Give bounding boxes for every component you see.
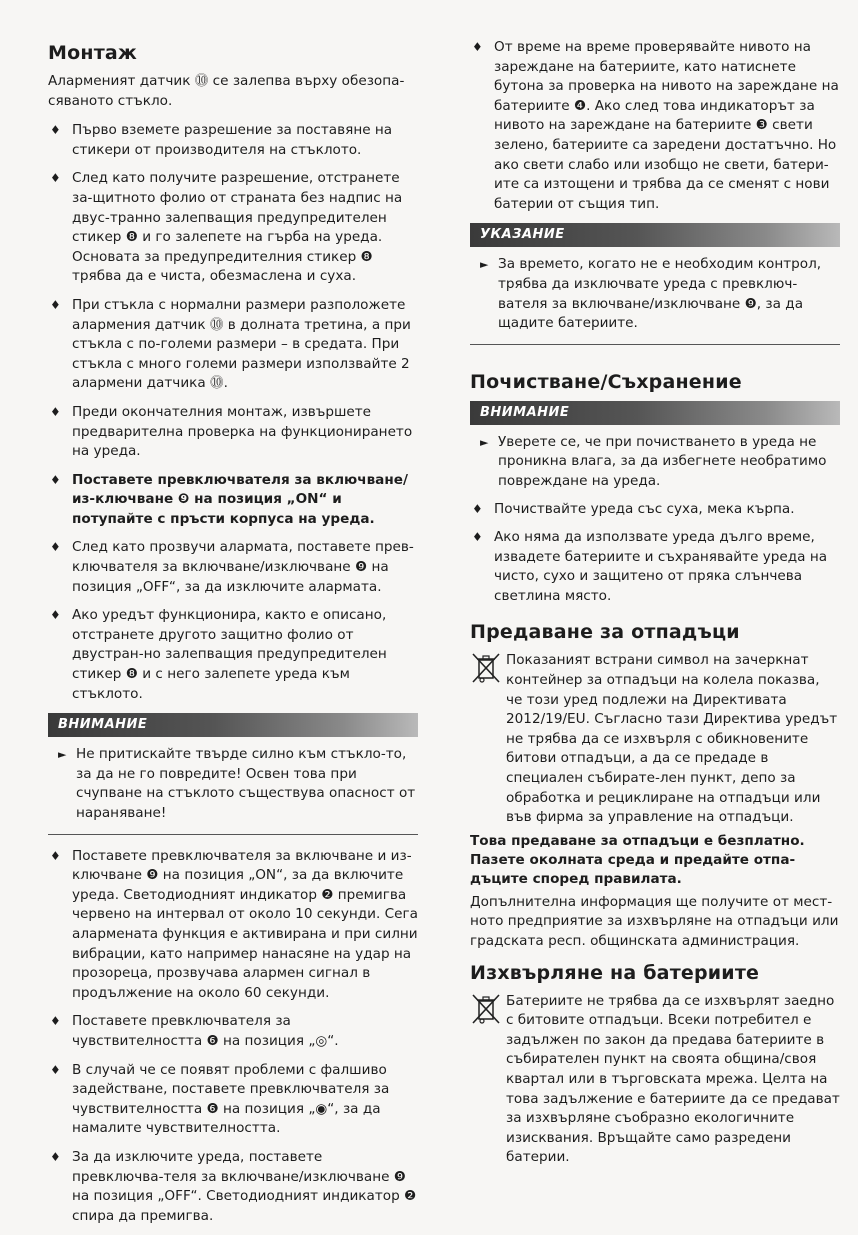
diamond-bullet-icon: ♦ xyxy=(50,608,61,623)
list-item xyxy=(48,745,418,823)
list-item-text: За да изключите уреда, поставете превключва-теля за включване/изключване ❾ на позиция „OFF“. Светодиодният индикатор ❷ спира да премигва. xyxy=(72,1148,417,1224)
diamond-bullet-icon: ♦ xyxy=(50,540,61,555)
mounting-intro: Алармeният датчик ⓾ се залепва върху обезопа-сяваното стъкло. xyxy=(48,73,405,109)
diamond-bullet-icon: ♦ xyxy=(50,848,61,863)
waste-section xyxy=(470,651,840,827)
right-column xyxy=(470,38,840,1168)
list-item xyxy=(48,121,418,160)
operation-steps xyxy=(48,847,418,1227)
battery-disposal-section xyxy=(470,992,840,1168)
note-label: УКАЗАНИЕ xyxy=(470,223,840,247)
battery-disposal-heading: Изхвърляне на батериите xyxy=(470,961,760,984)
cleaning-heading: Почистване/Съхранение xyxy=(470,370,742,393)
list-item-text: При стъкла с нормални размери разположете алармения датчик ⓾ в долната третина, а при стъкла с по-големи размери – в средата. При стъкла с много големи размери използвайте 2 алармени датчика ⓾. xyxy=(72,296,411,392)
list-item-text: Първо вземете разрешение за поставяне на стикери от производителя на стъклото. xyxy=(72,122,393,158)
waste-more-info: Допълнителна информация ще получите от мест-ното предприятие за изхвърляне на отпадъци или градската респ. общинската администрация. xyxy=(470,893,839,949)
arrow-bullet-icon: ► xyxy=(480,258,489,272)
list-item xyxy=(48,1012,418,1051)
waste-heading: Предаване за отпадъци xyxy=(470,621,740,644)
list-item-text: Поставете превключвателя за чувствителността ❻ на позиция „◎“. xyxy=(72,1013,339,1049)
diamond-bullet-icon: ♦ xyxy=(50,171,61,186)
crossed-bin-icon xyxy=(470,992,502,1030)
warning-list xyxy=(48,745,418,823)
diamond-bullet-icon: ♦ xyxy=(472,530,483,545)
battery-check-list xyxy=(470,38,840,214)
diamond-bullet-icon: ♦ xyxy=(50,1062,61,1077)
list-item-text: След като получите разрешение, отстранете за-щитното фолио от страната без надпис на двус-транно залепващия предупредителен стикер ❽ и го залепете на гърба на уреда. Основата за предупредителния стикер ❽ трябва да е чиста, обезмаслена и суха. xyxy=(72,170,403,285)
list-item-text: Преди окончателния монтаж, извършете предварителна проверка на функционирането на уреда. xyxy=(72,403,413,460)
list-item-text: Почиствайте уреда със суха, мека кърпа. xyxy=(494,500,795,517)
list-item-text: След като прозвучи алармата, поставете прев-ключвателя за включване/изключване ❾ на позиция „OFF“, за да изключите алармата. xyxy=(72,539,414,595)
left-column xyxy=(48,42,418,1235)
list-item-text: Ако няма да използвате уреда дълго време, извадете батериите и съхранявайте уреда на чисто, сухо и защитено от пряка слънчева светлина място. xyxy=(494,529,828,604)
list-item-text: В случай че се появят проблеми с фалшиво задействане, поставете превключвателя за чувствителността ❻ на позиция „◉“, за да намалите чувствителността. xyxy=(72,1061,390,1137)
note-text: За времето, когато не е необходим контрол, трябва да изключвате уреда с превключ-вателя за включване/изключване ❾, за да щадите батериите. xyxy=(498,256,822,332)
list-item-text: Ако уредът функционира, както е описано, отстранете другото защитно фолио от двустран-но залепващия предупредителен стикер ❽ и с него залепете уреда към стъклото. xyxy=(72,607,387,702)
list-item xyxy=(48,606,418,704)
diamond-bullet-icon: ♦ xyxy=(50,404,61,419)
list-item xyxy=(470,38,840,214)
waste-bold-text: Това предаване за отпадъци е безплатно. Пазете околната среда и предайте отпа-дъците според правилата. xyxy=(470,832,805,887)
waste-text: Показаният встрани символ на зачеркнат контейнер за отпадъци на колела показва, че този уред подлежи на Директивата 2012/19/EU. Съгласно тази Директива уредът не трябва да се изхвърля с обикновените битови отпадъци, а да се предаде в специален събирате-лен пункт, депо за обработка и рециклиране на отпадъци или във фирма за управление на отпадъци. xyxy=(506,652,838,826)
list-item xyxy=(470,528,840,606)
list-item xyxy=(48,847,418,1004)
cleaning-warning-list xyxy=(470,433,840,492)
list-item-text: Поставете превключвателя за включване/из-ключване ❾ на позиция „ON“ и потупайте с пръсти корпуса на уреда. xyxy=(72,471,408,527)
crossed-bin-icon xyxy=(470,651,502,689)
list-item xyxy=(48,1148,418,1226)
mounting-heading: Монтаж xyxy=(48,42,138,64)
list-item-text: От време на време проверявайте нивото на зареждане на батериите, като натиснете бутона за проверка на нивото на зареждане на батериите ❹. Ако след това индикаторът за нивото на зареждане на батериите ❸ свети зелено, батериите са заредени достатъчно. Но ако свети слабо или изобщо не свети, батери-ите са изтощени и трябва да се сменят с нови батерии от същия тип. xyxy=(494,39,839,212)
list-item xyxy=(48,296,418,394)
arrow-bullet-icon: ► xyxy=(480,435,489,449)
cleaning-warning-label: ВНИМАНИЕ xyxy=(470,401,840,425)
mounting-steps xyxy=(48,121,418,704)
diamond-bullet-icon: ♦ xyxy=(50,472,61,487)
diamond-bullet-icon: ♦ xyxy=(472,40,483,54)
warning-text: Не притискайте твърде силно към стъкло-то, за да не го повредите! Освен това при счупване на стъклото съществува опасност от нараняване! xyxy=(76,746,416,821)
list-item xyxy=(48,169,418,287)
list-item xyxy=(470,433,840,492)
warning-label: ВНИМАНИЕ xyxy=(48,713,418,737)
cleaning-steps xyxy=(470,500,840,607)
list-item xyxy=(470,255,840,333)
diamond-bullet-icon: ♦ xyxy=(50,297,61,312)
note-list xyxy=(470,255,840,333)
note-box xyxy=(470,223,840,344)
list-item-text: Поставете превключвателя за включване и из-ключване ❾ на позиция „ON“, за да включите уреда. Светодиодният индикатор ❷ премигва червено на интервал от около 10 секунди. Сега алармената функция е активирана и при силни вибрации, като например нанасяне на удар на прозореца, прозвучава алармен сигнал в продължение на около 60 секунди. xyxy=(72,847,418,1001)
arrow-bullet-icon: ► xyxy=(58,748,67,762)
list-item xyxy=(48,538,418,597)
diamond-bullet-icon: ♦ xyxy=(50,123,61,138)
diamond-bullet-icon: ♦ xyxy=(472,501,483,516)
diamond-bullet-icon: ♦ xyxy=(50,1149,61,1164)
list-item xyxy=(470,500,840,520)
list-item xyxy=(48,471,418,530)
cleaning-warning-box xyxy=(470,401,840,496)
diamond-bullet-icon: ♦ xyxy=(50,1014,61,1029)
list-item xyxy=(48,1061,418,1139)
warning-box xyxy=(48,713,418,834)
battery-disposal-text: Батериите не трябва да се изхвърлят заедно с битовите отпадъци. Всеки потребител е задължен по закон да предава батериите в събирателен пункт на своята община/своя квартал или в търговската мрежа. Целта на това задължение е батериите да се предават за изхвърляне съобразно екологичните изисквания. Връщайте само разредени батерии. xyxy=(506,992,840,1166)
list-item xyxy=(48,403,418,462)
cleaning-warning-text: Уверете се, че при почистването в уреда не проникна влага, за да избегнете необратимо повреждане на уреда. xyxy=(498,433,827,489)
